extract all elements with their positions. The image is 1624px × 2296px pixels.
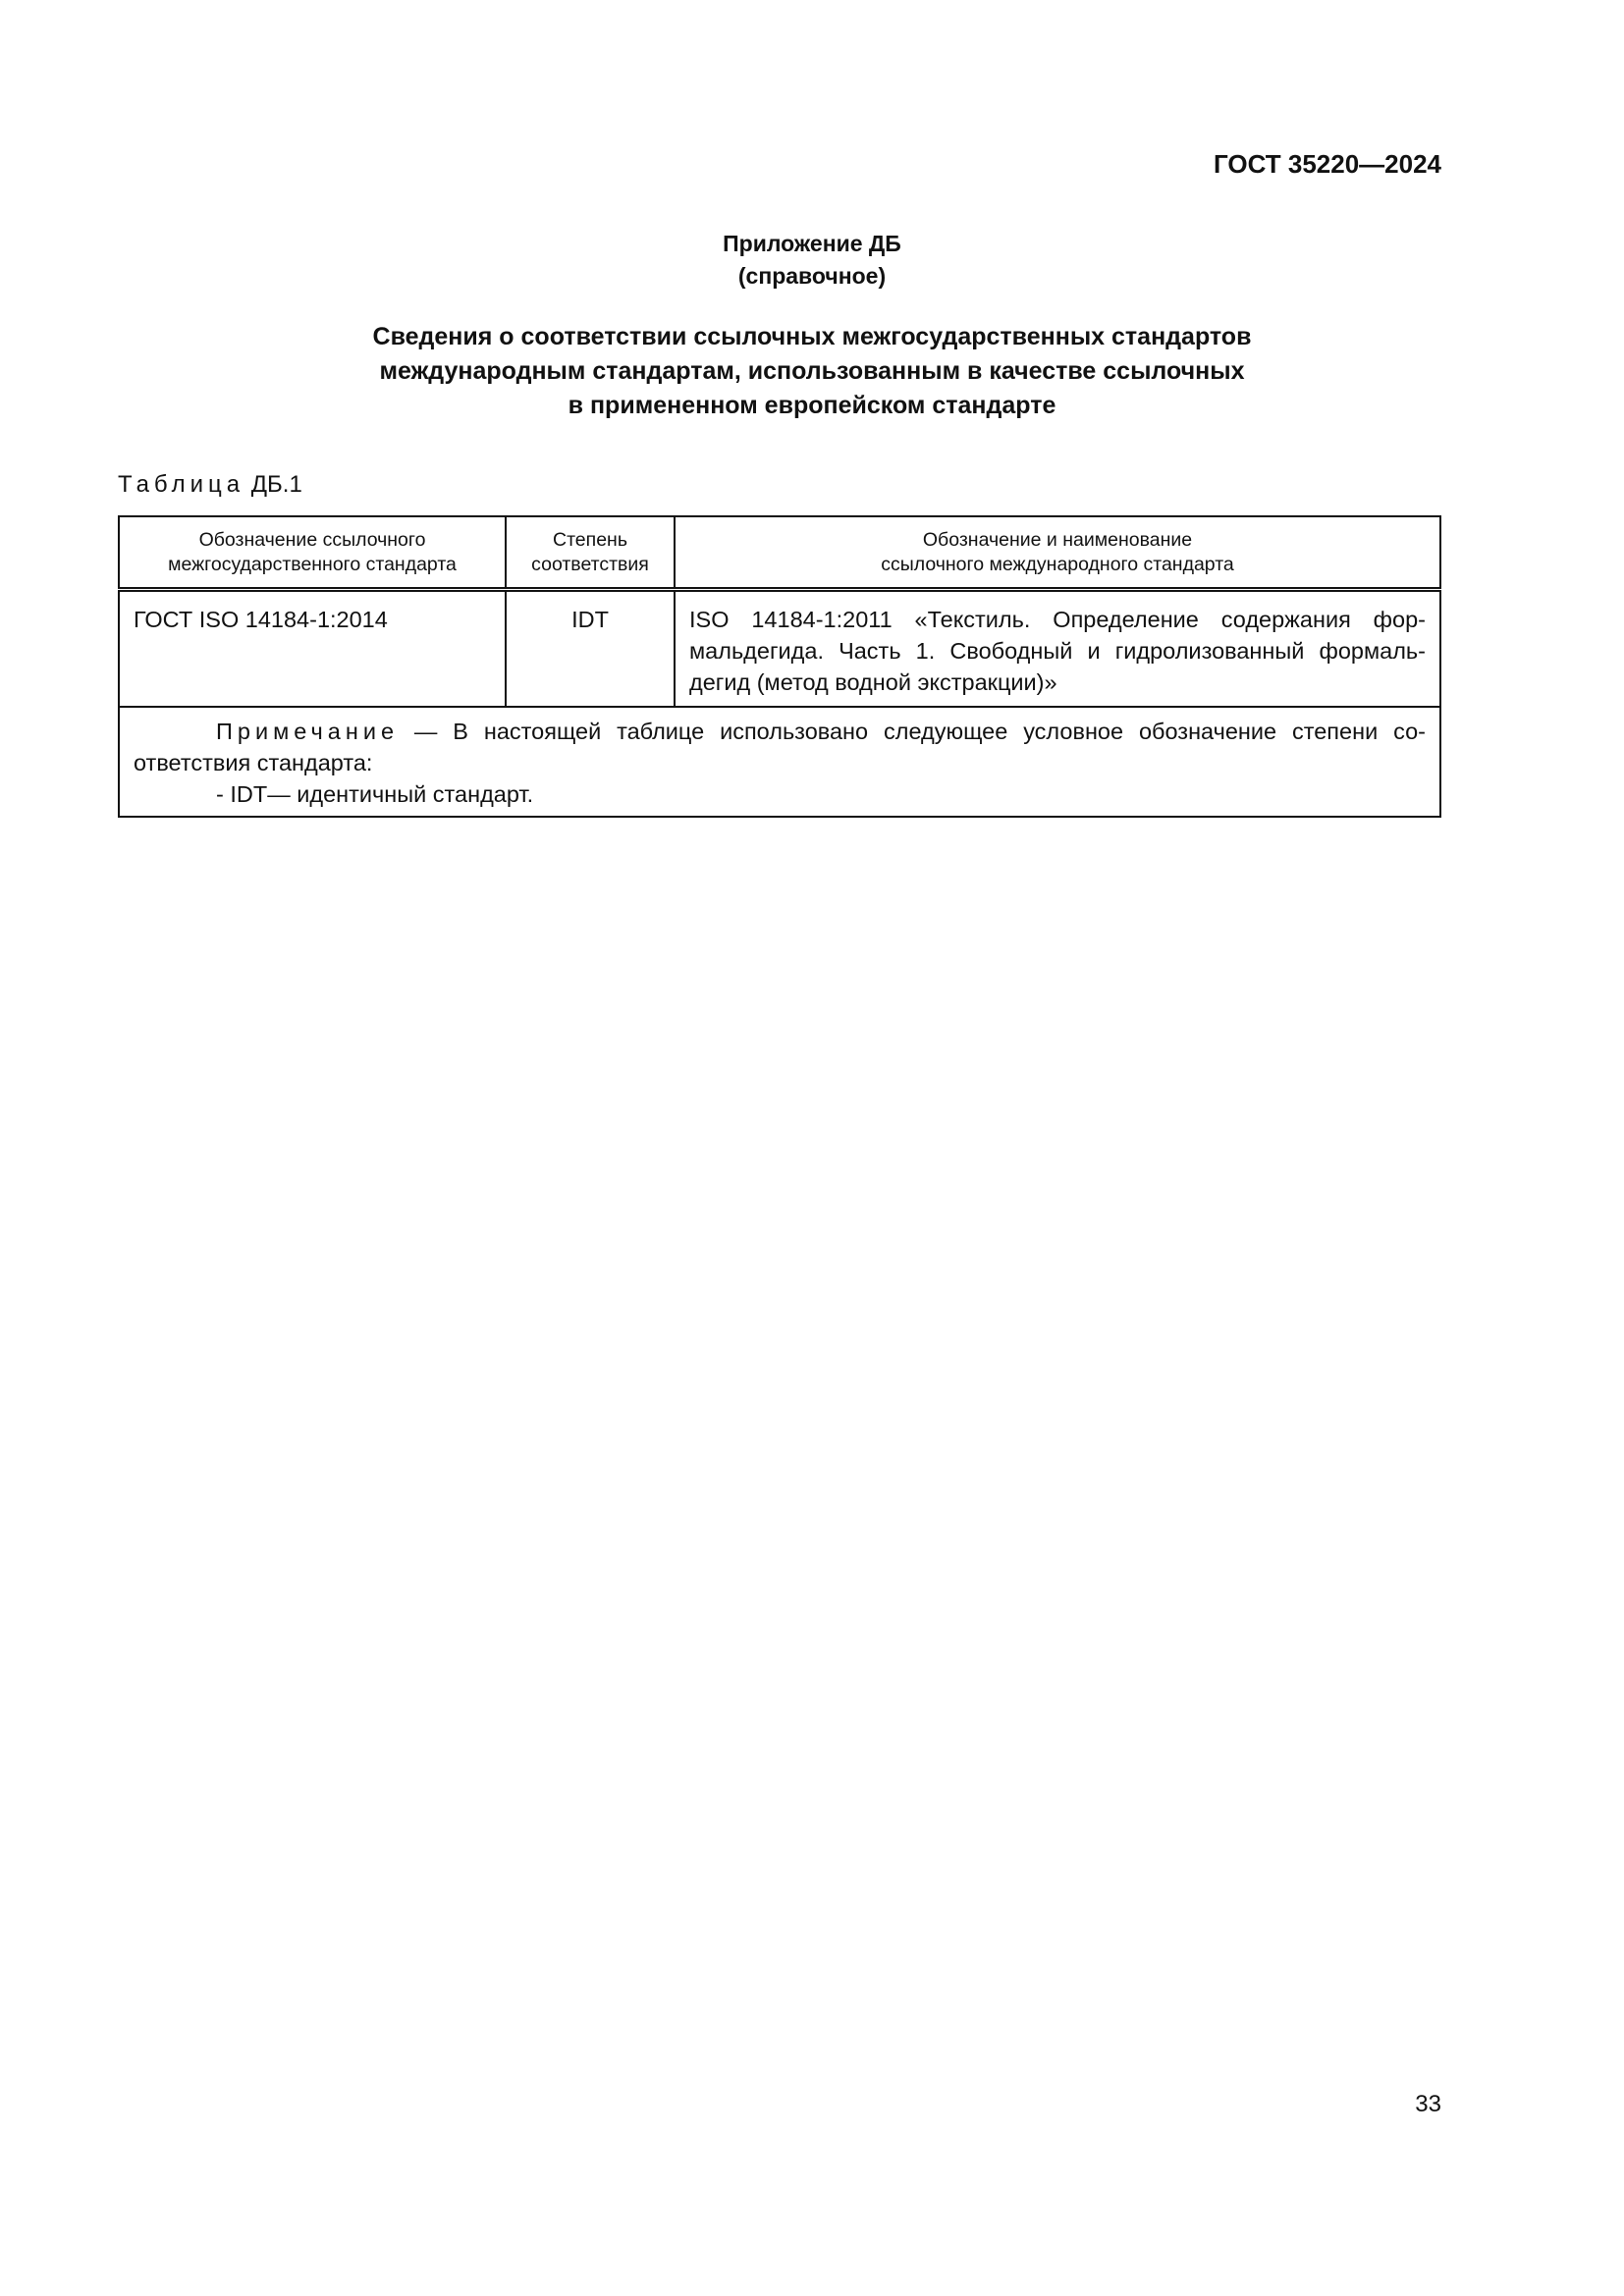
gost-designation: ГОСТ ISO 14184-1:2014 <box>119 590 506 708</box>
correspondence-table <box>118 515 1441 818</box>
table-caption-number: ДБ.1 <box>250 471 302 498</box>
header-line: Обозначение и наименование <box>922 529 1193 551</box>
note-item: - IDT— идентичный стандарт. <box>216 781 534 807</box>
title-line: в примененном европейском стандарте <box>568 392 1056 419</box>
header-line: межгосударственного стандарта <box>168 554 457 575</box>
table-header-row <box>119 516 1440 590</box>
table-caption-label: Таблица <box>118 471 245 498</box>
document-code: ГОСТ 35220—2024 <box>1214 149 1441 179</box>
header-line: Обозначение ссылочного <box>198 529 426 551</box>
note-body: — В настоящей таблице использовано следующее условное обозначение степени соответствия стандарта: <box>134 719 1426 775</box>
header-line: соответствия <box>531 554 649 575</box>
note-text <box>134 716 1426 778</box>
column-header <box>119 516 506 590</box>
annex-heading <box>0 228 1624 293</box>
annex-title: Приложение ДБ <box>723 231 901 256</box>
title-line: международным стандартам, использованным в качестве ссылочных <box>379 357 1245 385</box>
column-header <box>675 516 1440 590</box>
table-note <box>119 707 1440 817</box>
annex-type: (справочное) <box>737 263 887 289</box>
section-title <box>0 320 1624 423</box>
column-header <box>506 516 675 590</box>
title-line: Сведения о соответствии ссылочных межгосударственных стандартов <box>372 323 1252 350</box>
header-line: Степень <box>553 529 627 551</box>
table-caption <box>118 471 302 499</box>
table-note-row <box>119 707 1440 817</box>
degree-of-correspondence: IDT <box>506 590 675 708</box>
international-standard: ISO 14184-1:2011 «Текстиль. Определение содержания формальдегида. Часть 1. Свободный и гидролизованный формальдегид (метод водной экстракции)» <box>675 590 1440 708</box>
note-label: Примечание <box>216 719 400 744</box>
header-line: ссылочного международного стандарта <box>881 554 1234 575</box>
page-number: 33 <box>1415 2091 1441 2117</box>
table-row <box>119 590 1440 708</box>
